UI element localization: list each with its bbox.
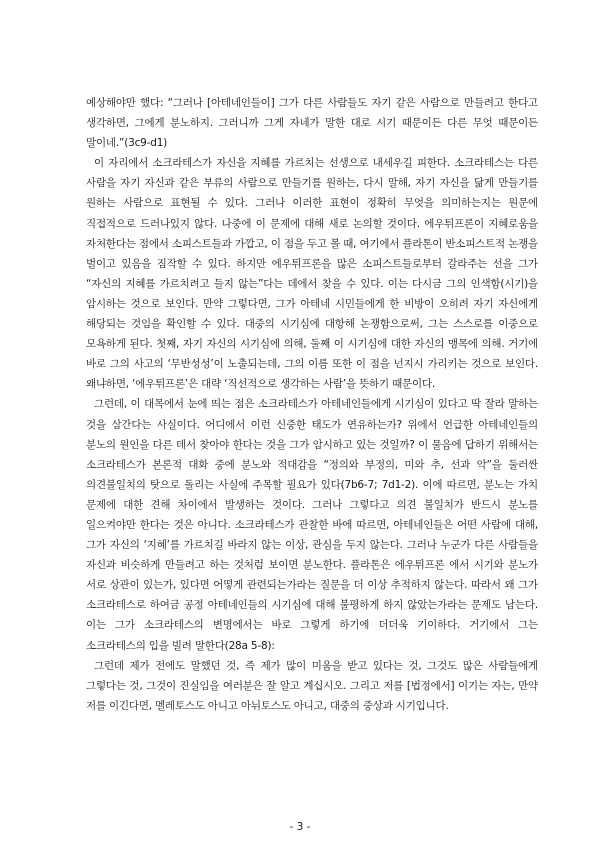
paragraph-apology-quote: 그런데 제가 전에도 말했던 것, 즉 제가 많이 미움을 받고 있다는 것, 그것도 많은 사람들에게 그렇다는 것, 그것이 진실임을 여러분은 잘 알고 계십시오. 그리고 저를 [법정에서] 이기는 자는, 만약 저를 이긴다면, 멜레토스도 아니고 아뉘토스도 아니고, 대중의 중상과 시기입니다. bbox=[86, 659, 538, 712]
paragraph-envy-and-anger: 그런데, 이 대목에서 눈에 띄는 점은 소크라테스가 아테네인들에게 시기심이 있다고 딱 잘라 말하는 것을 삼간다는 사실이다. 어디에서 이런 신중한 태도가 연유하는가? 위에서 언급한 아테네인들의 분노의 원인을 다른 데서 찾아야 한다는 것을 그가 암시하고 있는 것일까? 이 물음에 답하기 위해서는 소크라테스가 본론적 대화 중에 분노와 적대감을 “정의와 부정의, 미와 추, 선과 악”을 둘러싼 의견불일치의 탓으로 돌리는 사실에 주목할 필요가 있다(7b6-7; 7d1-2). 이에 따르면, 분노는 가치 문제에 대한 견해 차이에서 발생하는 것이다. 그러나 그렇다고 의견 불일치가 반드시 분노를 일으켜야만 한다는 것은 아니다. 소크라테스가 관찰한 바에 따르면, 아테네인들은 어떤 사람에 대해, 그가 자신의 ‘지혜’를 가르치길 바라지 않는 이상, 관심을 두지 않는다. 그러나 누군가 다른 사람들을 자신과 비슷하게 만들려고 하는 것처럼 보이면 분노한다. 플라톤은 에우튀프론 에서 시기와 분노가 서로 상관이 있는가, 있다면 어떻게 관련되는가라는 질문을 더 이상 추적하지 않는다. 따라서 왜 그가 소크라테스로 하여금 공정 아테네인들의 시기심에 대해 불평하게 하지 않았는가라는 문제도 남는다. 이는 그가 소크라테스의 변명에서는 바로 그렇게 하기에 더더욱 기이하다. 거기에서 그는 소크라테스의 입을 빌려 말한다(28a 5-8): bbox=[86, 398, 538, 652]
paragraph-euthyphro-wisdom: 이 자리에서 소크라테스가 자신을 지혜를 가르치는 선생으로 내세우길 피한다. 소크라테스는 다른 사람을 자기 자신과 같은 부류의 사람으로 만들기를 원하는, 다시 말해, 자기 자신을 닮게 만들기를 원하는 사람으로 표현될 수 있다. 그러나 이러한 표현이 정확히 무엇을 의미하는지는 원문에 직접적으로 드러나있지 않다. 나중에 이 문제에 대해 새로 논의할 것이다. 에우튀프론이 지혜로움을 자처한다는 점에서 소피스트들과 가깝고, 이 점을 두고 볼 때, 여기에서 플라톤이 반소피스트적 논쟁을 벌이고 있음을 짐작할 수 있다. 하지만 에우튀프론을 많은 소피스트들로부터 갈라주는 선을 그가 “자신의 지혜를 가르치려고 들지 않는”다는 데에서 찾을 수 있다. 이는 다시금 그의 인색함(시기)을 암시하는 것으로 보인다. 만약 그렇다면, 그가 아테네 시민들에게 한 비방이 오히려 자기 자신에게 해당되는 것임을 확인할 수 있다. 대중의 시기심에 대항해 논쟁함으로써, 그는 스스로를 이중으로 모욕하게 된다. 첫째, 자기 자신의 시기심에 의해, 둘째 이 시기심에 대한 자신의 맹목에 의해. 거기에 바로 그의 사고의 ‘무반성성’이 노출되는데, 그의 이름 또한 이 점을 넌지시 가리키는 것으로 보인다. 왜냐하면, ‘에우튀프론’은 대략 ‘직선적으로 생각하는 사람’을 뜻하기 때문이다. bbox=[86, 157, 538, 391]
body-text bbox=[86, 93, 538, 716]
paragraph-quote-continuation: 예상해야만 했다: “그러나 [아테네인들이] 그가 다른 사람들도 자기 같은 사람으로 만들려고 한다고 생각하면, 그에게 분노하지. 그러니까 그게 자네가 말한 대로 시기 때문이든 다른 무엇 때문이든 말이네.”(3c9-d1) bbox=[86, 97, 538, 150]
page-number: - 3 - bbox=[289, 821, 311, 833]
